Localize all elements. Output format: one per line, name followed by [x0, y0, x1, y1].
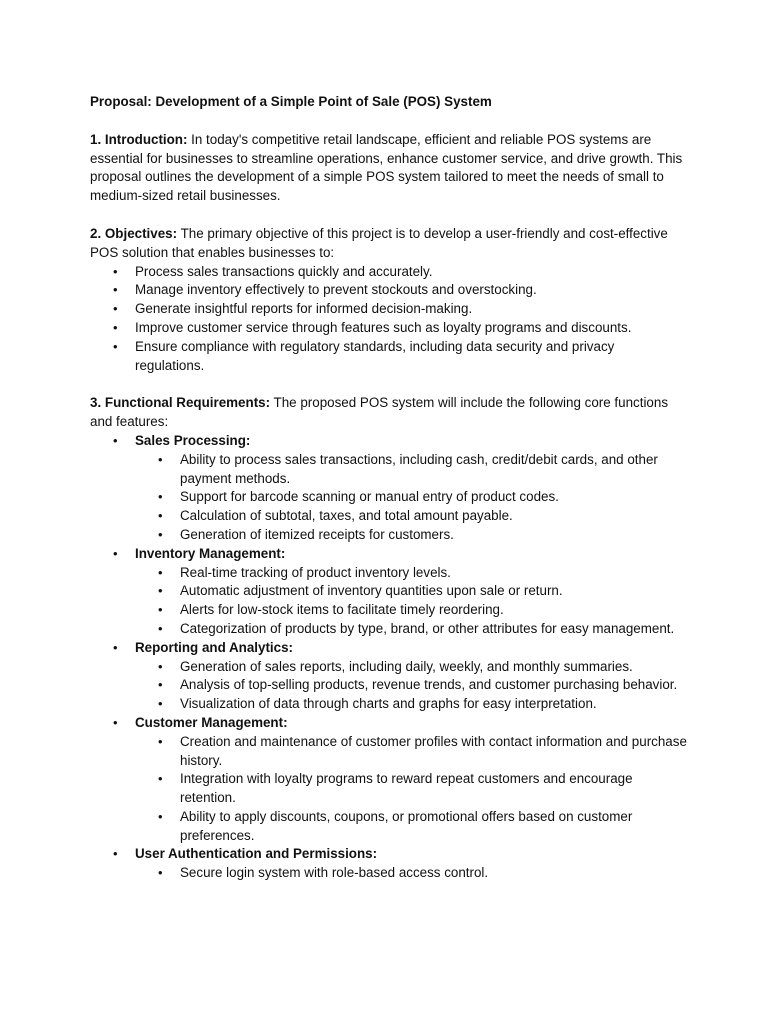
bullet-icon: •: [158, 489, 163, 505]
inventory-management-list: [135, 564, 690, 639]
list-item: [135, 620, 690, 639]
objectives-list: [90, 263, 690, 376]
document-page: [90, 93, 690, 883]
bullet-icon: •: [113, 319, 118, 335]
list-item-text: Generation of sales reports, including daily, weekly, and monthly summaries.: [180, 658, 633, 674]
objectives-paragraph: [90, 225, 690, 263]
list-item: [135, 695, 690, 714]
list-item: [90, 319, 650, 338]
list-item: [135, 451, 690, 489]
bullet-icon: •: [113, 639, 118, 655]
group-title: Customer Management:: [135, 714, 288, 730]
bullet-icon: •: [113, 338, 118, 354]
introduction-paragraph: [90, 131, 690, 206]
bullet-icon: •: [158, 808, 163, 824]
user-authentication-list: [135, 864, 690, 883]
bullet-icon: •: [113, 545, 118, 561]
list-item-text: Alerts for low-stock items to facilitate timely reordering.: [180, 602, 504, 618]
list-item-text: Secure login system with role-based access control.: [180, 865, 489, 881]
list-item-text: Ability to process sales transactions, including cash, credit/debit cards, and other payment methods.: [180, 451, 658, 486]
list-item: [135, 526, 690, 545]
list-item: [135, 864, 690, 883]
sales-processing-list: [135, 451, 690, 545]
reporting-analytics-list: [135, 658, 690, 714]
list-item: [90, 281, 650, 300]
introduction-section: [90, 131, 690, 206]
bullet-icon: •: [158, 658, 163, 674]
bullet-icon: •: [158, 508, 163, 524]
list-item: [90, 263, 650, 282]
list-item-text: Visualization of data through charts and graphs for easy interpretation.: [180, 696, 597, 712]
list-item-text: Support for barcode scanning or manual entry of product codes.: [180, 489, 559, 505]
bullet-icon: •: [158, 526, 163, 542]
bullet-icon: •: [158, 583, 163, 599]
list-item: [135, 488, 690, 507]
bullet-icon: •: [158, 602, 163, 618]
document-title: Proposal: Development of a Simple Point of Sale (POS) System: [90, 94, 492, 109]
group-title: Inventory Management:: [135, 545, 286, 561]
group-title: Sales Processing:: [135, 432, 251, 448]
user-authentication-group: [90, 845, 690, 883]
bullet-icon: •: [158, 771, 163, 787]
list-item: [135, 601, 690, 620]
bullet-icon: •: [158, 451, 163, 467]
bullet-icon: •: [113, 846, 118, 862]
list-item-text: Manage inventory effectively to prevent stockouts and overstocking.: [135, 282, 537, 298]
list-item-text: Process sales transactions quickly and accurately.: [135, 263, 433, 279]
list-item-text: Generate insightful reports for informed decision-making.: [135, 301, 473, 317]
inventory-management-group: [90, 545, 690, 639]
sales-processing-group: [90, 432, 690, 545]
introduction-text: In today's competitive retail landscape, efficient and reliable POS systems are essential for businesses to streamline operations, enhance customer service, and drive growth. This proposal outlines the development of a simple POS system tailored to meet the needs of small to medium-sized retail businesses.: [90, 131, 683, 204]
bullet-icon: •: [158, 865, 163, 881]
list-item: [135, 676, 690, 695]
functional-groups-list: [90, 432, 690, 883]
list-item: [135, 582, 690, 601]
list-item-text: Creation and maintenance of customer profiles with contact information and purchase history.: [180, 733, 687, 768]
bullet-icon: •: [113, 263, 118, 279]
bullet-icon: •: [158, 696, 163, 712]
functional-text: The proposed POS system will include the following core functions and features:: [90, 395, 669, 430]
objectives-heading: 2. Objectives:: [90, 225, 178, 241]
list-item-text: Ensure compliance with regulatory standards, including data security and privacy regulations.: [135, 338, 615, 373]
list-item: [90, 300, 650, 319]
list-item-text: Ability to apply discounts, coupons, or promotional offers based on customer preferences.: [180, 808, 633, 843]
list-item: [90, 338, 650, 376]
list-item: [135, 770, 690, 808]
list-item-text: Improve customer service through features such as loyalty programs and discounts.: [135, 319, 632, 335]
list-item-text: Generation of itemized receipts for customers.: [180, 526, 454, 542]
list-item: [135, 658, 690, 677]
bullet-icon: •: [158, 620, 163, 636]
list-item: [135, 808, 690, 846]
group-title: Reporting and Analytics:: [135, 639, 293, 655]
list-item-text: Automatic adjustment of inventory quantities upon sale or return.: [180, 583, 563, 599]
bullet-icon: •: [158, 564, 163, 580]
list-item-text: Real-time tracking of product inventory levels.: [180, 564, 451, 580]
introduction-heading: 1. Introduction:: [90, 131, 188, 147]
customer-management-list: [135, 733, 690, 846]
bullet-icon: •: [158, 733, 163, 749]
objectives-text: The primary objective of this project is to develop a user-friendly and cost-effective POS solution that enables businesses to:: [90, 225, 668, 260]
customer-management-group: [90, 714, 690, 846]
list-item-text: Analysis of top-selling products, revenue trends, and customer purchasing behavior.: [180, 677, 678, 693]
list-item-text: Calculation of subtotal, taxes, and total amount payable.: [180, 508, 513, 524]
reporting-analytics-group: [90, 639, 690, 714]
functional-paragraph: [90, 394, 690, 432]
list-item: [135, 733, 690, 771]
list-item: [135, 564, 690, 583]
list-item-text: Integration with loyalty programs to reward repeat customers and encourage retention.: [180, 771, 633, 806]
objectives-section: [90, 225, 690, 375]
bullet-icon: •: [113, 301, 118, 317]
bullet-icon: •: [113, 432, 118, 448]
bullet-icon: •: [113, 714, 118, 730]
group-title: User Authentication and Permissions:: [135, 846, 378, 862]
list-item: [135, 507, 690, 526]
list-item-text: Categorization of products by type, brand, or other attributes for easy management.: [180, 620, 675, 636]
bullet-icon: •: [158, 677, 163, 693]
functional-heading: 3. Functional Requirements:: [90, 395, 271, 411]
functional-requirements-section: [90, 394, 690, 883]
bullet-icon: •: [113, 282, 118, 298]
